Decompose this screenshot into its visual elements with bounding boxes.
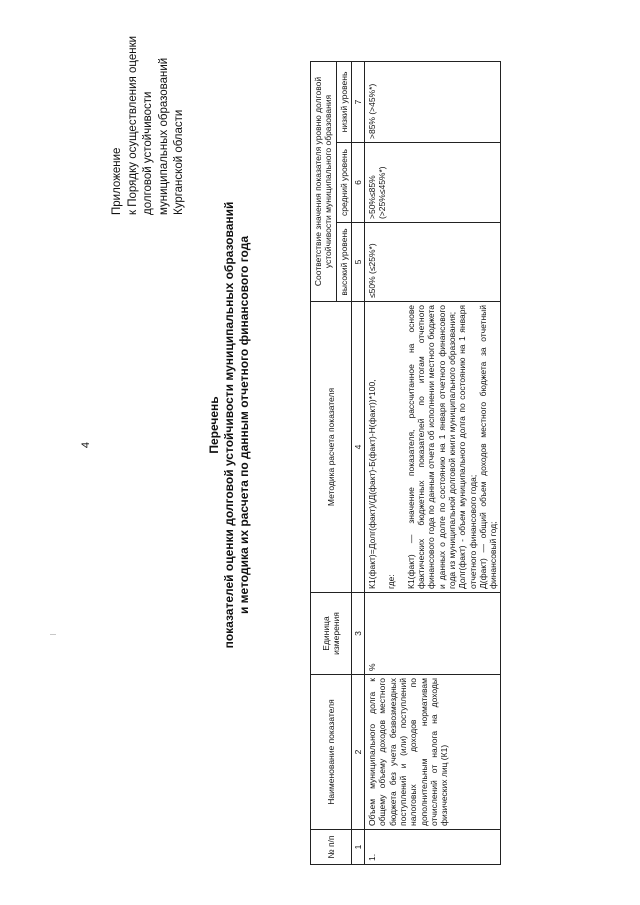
indicators-table [310, 61, 501, 865]
header-method: Методика расчета показателя [311, 302, 352, 593]
method-where: где: [386, 574, 397, 589]
header-row [311, 61, 337, 864]
header-name: Наименование показателя [311, 675, 352, 830]
method-definition: Д(факт) — общий объем доходов местного бюджета за отчетный финансовый год; [477, 305, 499, 589]
appendix-line: долговой устойчивости [142, 91, 154, 215]
title-line: и методика их расчета по данным отчетного финансового года [237, 235, 251, 615]
header-low: низкий уровень [336, 61, 351, 142]
header-high: высокий уровень [336, 223, 351, 302]
column-number: 1 [351, 830, 364, 865]
title-line: показателей оценки долговой устойчивости муниципальных образований [222, 201, 236, 649]
indicator-method [365, 302, 501, 593]
method-definition: К1(факт) — значение показателя, рассчитанное на основе фактических бюджетных показателей по итогам отчетного финансового года по данным отчета об исполнении местного бюджета и данных о долге по состоянию на 1 января отчетного финансового года из муниципальной долговой книги муниципального образования; [405, 305, 457, 589]
column-number: 7 [351, 61, 364, 142]
header-unit: Единица измерения [311, 593, 352, 675]
document-title [207, 25, 252, 825]
column-number-row [351, 61, 364, 864]
page-number: 4 [80, 441, 92, 449]
column-number: 5 [351, 223, 364, 302]
value-medium: >50%≤85% (>25%≤45%*) [365, 143, 501, 223]
scan-mark [50, 633, 56, 635]
method-formula: К1(факт)=Долг(факт)/(Д(факт)-Б(факт)-Н(факт))*100, [367, 379, 378, 589]
method-definition: Долг(факт) - объем муниципального долга по состоянию на 1 января отчетного финансового года; [457, 305, 478, 589]
column-number: 4 [351, 302, 364, 593]
row-number: 1. [365, 830, 501, 865]
header-number: № п/п [311, 830, 352, 865]
appendix-block [110, 15, 188, 215]
column-number: 3 [351, 593, 364, 675]
title-line: Перечень [207, 396, 221, 454]
column-number: 2 [351, 675, 364, 830]
appendix-line: Приложение [111, 147, 123, 215]
value-low: >85% (>45%*) [365, 61, 501, 142]
appendix-line: к Порядку осуществления оценки [126, 35, 139, 215]
appendix-line: муниципальных образований [157, 57, 170, 215]
indicator-name: Объем муниципального долга к общему объему доходов местного бюджета без учета безвозмездных поступлений и (или) поступлений налоговых доходов по дополнительным нормативам отчислений от налога на доходы физических лиц (К1) [365, 675, 501, 830]
header-medium: средний уровень [336, 143, 351, 223]
column-number: 6 [351, 143, 364, 223]
value-high: ≤50% (≤25%*) [365, 223, 501, 302]
indicator-unit: % [365, 593, 501, 675]
appendix-line: Курганской области [173, 109, 185, 215]
header-level-group: Соответствие значения показателя уровню долговой устойчивости муниципального образования [311, 61, 337, 301]
table-row [365, 61, 501, 864]
